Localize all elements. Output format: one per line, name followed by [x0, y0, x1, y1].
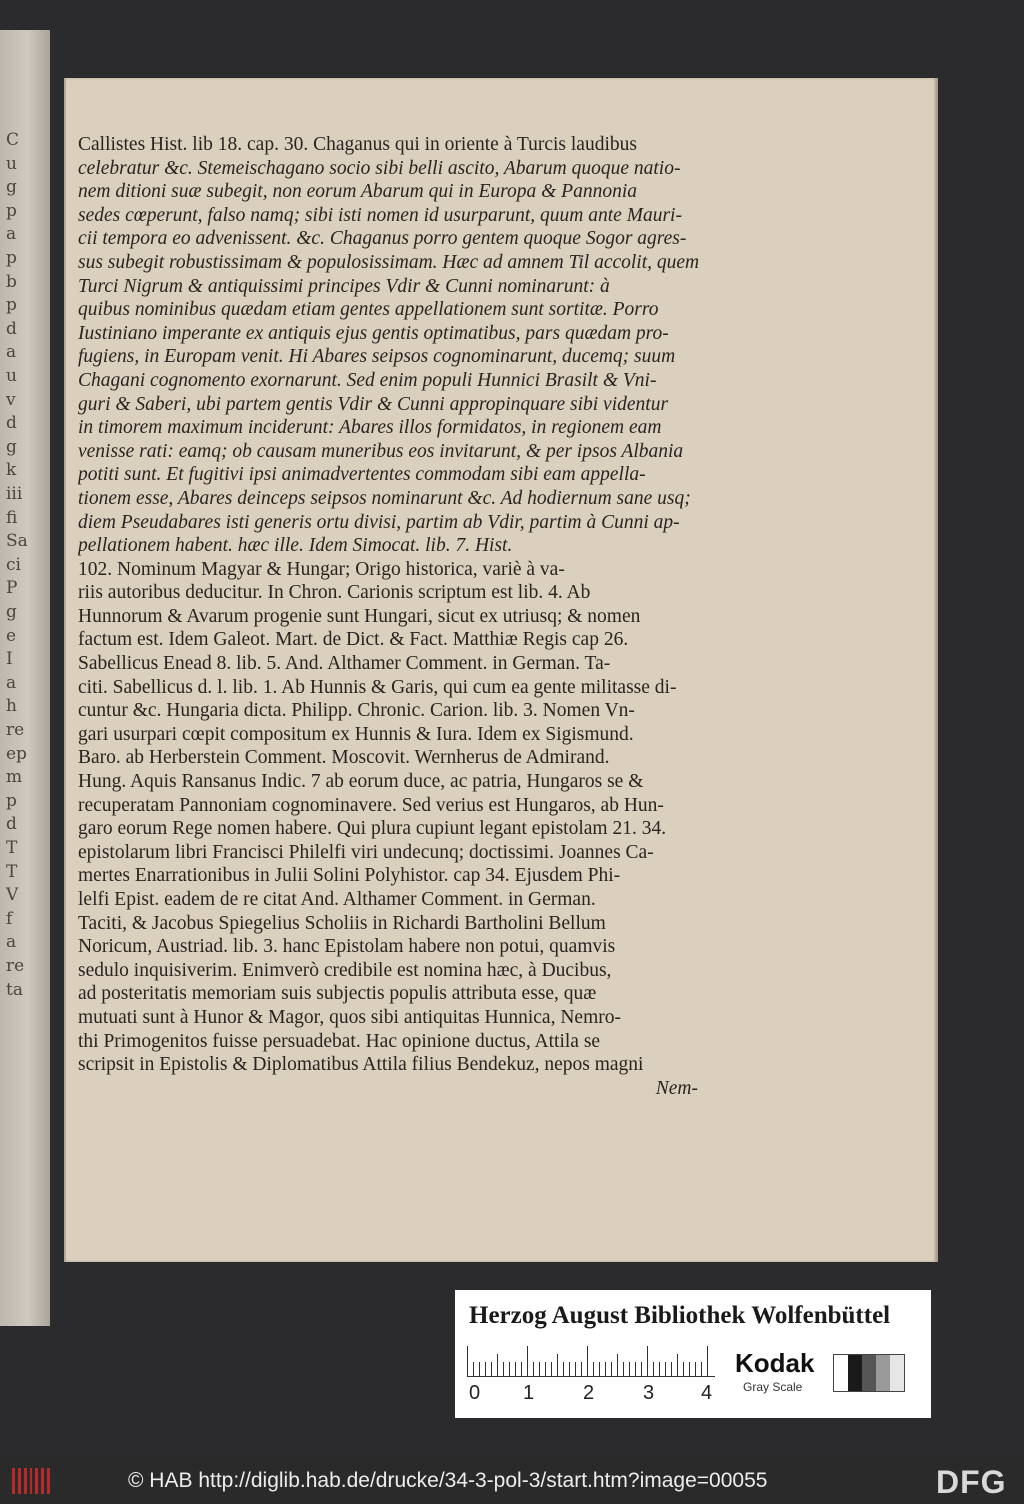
left-page-glyph: a: [6, 224, 17, 245]
dfg-logo: DFG: [936, 1464, 1007, 1500]
left-page-glyph: Sa: [6, 531, 28, 552]
text-line: tionem esse, Abares deinceps seipsos nominarunt &c. Ad hodiernum sane usq;: [78, 487, 691, 509]
ruler-tick: [563, 1362, 564, 1376]
ruler-tick: [575, 1362, 576, 1376]
ruler-tick: [581, 1362, 582, 1376]
kodak-logo: Kodak: [735, 1348, 815, 1378]
left-page-glyph: u: [6, 366, 17, 386]
left-page-edge: [0, 30, 50, 1326]
copyright-link[interactable]: © HAB http://diglib.hab.de/drucke/34-3-pol-3/start.htm?image=00055: [128, 1469, 768, 1492]
text-line: celebratur &c. Stemeischagano socio sibi belli ascito, Abarum quoque natio-: [78, 157, 681, 179]
text-line: Turci Nigrum & antiquissimi principes Vdir & Cunni nominarunt: à: [78, 275, 610, 297]
left-page-glyph: g: [6, 177, 17, 198]
ruler-tick: [503, 1362, 504, 1376]
left-page-glyph: T: [6, 861, 18, 882]
ruler-tick: [521, 1362, 522, 1376]
swatch-white: [834, 1355, 848, 1391]
ruler-tick: [551, 1362, 552, 1376]
text-line: Noricum, Austriad. lib. 3. hanc Epistolam habere non potui, quamvis: [78, 936, 616, 958]
left-page-glyph: ci: [6, 554, 21, 575]
text-line: Chagani cognomento exornarunt. Sed enim populi Hunnici Brasilt & Vni-: [78, 369, 657, 391]
ruler-tick: [689, 1362, 690, 1376]
left-page-glyph: re: [6, 720, 25, 740]
ruler-tick: [629, 1362, 630, 1376]
text-line: Baro. ab Herberstein Comment. Moscovit. Wernherus de Admirand.: [78, 747, 610, 769]
left-page-glyph: p: [6, 248, 17, 268]
text-line: potiti sunt. Et fugitivi ipsi animadvertentes commodam sibi eam appella-: [78, 464, 646, 486]
text-line: venisse rati: eamq; ob causam muneribus eos invitarunt, & per ipsos Albania: [78, 440, 684, 462]
color-calibration-card: [449, 1284, 937, 1424]
left-page-glyph: p: [6, 295, 17, 316]
library-name: Herzog August Bibliothek Wolfenbüttel: [469, 1302, 891, 1329]
ruler-tick: [587, 1346, 588, 1376]
gray-scale-label: Gray Scale: [743, 1380, 803, 1394]
text-line: fugiens, in Europam venit. Hi Abares seipsos cognominarunt, ducemq; suum: [78, 346, 676, 368]
ruler-tick: [653, 1362, 654, 1376]
ruler-tick: [677, 1354, 678, 1376]
text-line: epistolarum libri Francisci Philelfi viri undecunq; doctissimi. Joannes Ca-: [78, 841, 654, 863]
left-page-glyph: u: [6, 153, 17, 174]
left-page-glyph: a: [6, 932, 17, 953]
ruler-tick: [701, 1362, 702, 1376]
text-line: recuperatam Pannoniam cognominavere. Sed verius est Hungaros, ab Hun-: [78, 794, 664, 816]
ruler-tick: [545, 1362, 546, 1376]
text-line: Callistes Hist. lib 18. cap. 30. Chaganus qui in oriente à Turcis laudibus: [78, 134, 637, 155]
text-line: garo eorum Rege nomen habere. Qui plura cupiunt legant epistolam 21. 34.: [78, 818, 667, 840]
text-line: ad posteritatis memoriam suis subjectis populis attributa esse, quæ: [78, 983, 597, 1005]
ruler-tick: [467, 1346, 468, 1376]
ruler-tick: [491, 1362, 492, 1376]
text-line: sedes cœperunt, falso namq; sibi isti nomen id usurparunt, quum ante Mauri-: [78, 204, 682, 226]
ruler-tick: [617, 1354, 618, 1376]
ruler-tick: [539, 1362, 540, 1376]
text-line: factum est. Idem Galeot. Mart. de Dict. & Fact. Matthiæ Regis cap 26.: [78, 629, 629, 651]
ruler-tick: [515, 1362, 516, 1376]
text-line: mutuati sunt à Hunor & Magor, quos sibi antiquitas Hunnica, Nemro-: [78, 1006, 621, 1028]
page-text: [78, 133, 718, 1100]
left-page-glyph: d: [6, 318, 17, 339]
ruler-number: 4: [701, 1382, 713, 1404]
text-line: gari usurpari cœpit compositum ex Hunnis & Iura. Idem ex Sigismund.: [78, 723, 634, 745]
ruler-tick: [665, 1362, 666, 1376]
text-line: citi. Sabellicus d. l. lib. 1. Ab Hunnis & Garis, qui cum ea gente militasse di-: [78, 676, 677, 698]
left-page-glyph: ep: [6, 743, 27, 764]
ruler-tick: [473, 1362, 474, 1376]
text-line: thi Primogenitos fuisse persuadebat. Hac opinione ductus, Attila se: [78, 1030, 601, 1052]
ruler-tick: [647, 1346, 648, 1376]
ruler-tick: [659, 1362, 660, 1376]
left-page-glyph: T: [6, 838, 18, 858]
catchword: Nem-: [655, 1077, 698, 1099]
ruler-tick: [611, 1362, 612, 1376]
left-page-glyph: f: [6, 908, 13, 929]
footer-bar: [0, 1456, 1024, 1504]
left-page-glyph: h: [6, 696, 17, 717]
text-line: scripsit in Epistolis & Diplomatibus Attila filius Bendekuz, nepos magni: [78, 1054, 644, 1076]
swatch-gray: [876, 1355, 890, 1391]
left-page-glyph: b: [6, 271, 17, 292]
ruler-tick: [485, 1362, 486, 1376]
ruler-tick: [509, 1362, 510, 1376]
left-page-glyph: v: [6, 389, 16, 410]
left-page-glyph: fi: [6, 507, 18, 528]
ruler-tick: [707, 1346, 708, 1376]
ruler-number: 1: [523, 1382, 535, 1404]
text-line: cuntur &c. Hungaria dicta. Philipp. Chronic. Carion. lib. 3. Nomen Vn-: [78, 700, 635, 722]
left-page-glyph: d: [6, 413, 17, 434]
ruler-tick: [479, 1362, 480, 1376]
swatch-black: [848, 1355, 862, 1391]
ruler-tick: [527, 1346, 528, 1376]
text-line: diem Pseudabares isti generis ortu divisi, partim ab Vdir, partim à Cunni ap-: [78, 511, 680, 533]
text-line: Hung. Aquis Ransanus Indic. 7 ab eorum duce, ac patria, Hungaros se &: [78, 771, 644, 793]
left-page-glyph: p: [6, 200, 17, 221]
left-page-glyph: e: [6, 625, 17, 646]
text-line: cii tempora eo advenissent. &c. Chaganus porro gentem quoque Sogor agres-: [78, 228, 687, 250]
ruler-tick: [569, 1362, 570, 1376]
text-line: quibus nominibus quædam etiam gentes appellationem sunt sortitæ. Porro: [78, 299, 659, 321]
text-line: Hunnorum & Avarum progenie sunt Hungari, sicut ex utriusq; & nomen: [78, 605, 641, 627]
left-page-glyph: C: [6, 130, 20, 150]
left-page-glyph: k: [6, 460, 17, 481]
text-line: riis autoribus deducitur. In Chron. Carionis scriptum est lib. 4. Ab: [78, 582, 591, 604]
left-page-glyph: V: [6, 885, 19, 906]
ruler-tick: [671, 1362, 672, 1376]
ruler-tick: [623, 1362, 624, 1376]
text-line: mertes Enarrationibus in Julii Solini Polyhistor. cap 34. Ejusdem Phi-: [78, 865, 621, 887]
swatch-light-gray: [890, 1355, 904, 1391]
left-page-glyph: a: [6, 672, 17, 693]
left-page-glyph: d: [6, 814, 17, 835]
ruler-tick: [695, 1362, 696, 1376]
text-line: in timorem maximum inciderunt: Abares illos formidatos, in regionem eam: [78, 417, 662, 439]
left-page-glyph: iii: [6, 484, 23, 504]
ruler-scale: [467, 1346, 715, 1377]
swatch-dark-gray: [862, 1355, 876, 1391]
left-page-glyph: I: [6, 649, 13, 670]
text-line: lelfi Epist. eadem de re citat And. Althamer Comment. in German.: [78, 889, 596, 910]
text-line: Taciti, & Jacobus Spiegelius Scholiis in Richardi Bartholini Bellum: [78, 912, 606, 934]
text-line: Sabellicus Enead 8. lib. 5. And. Althamer Comment. in German. Ta-: [78, 653, 611, 675]
ruler-tick: [605, 1362, 606, 1376]
text-line: Iustiniano imperante ex antiquis ejus gentis optimatibus, pars quædam pro-: [78, 322, 669, 344]
ruler-number: 0: [469, 1382, 481, 1404]
ruler-tick: [497, 1354, 498, 1376]
text-line: 102. Nominum Magyar & Hungar; Origo historica, variè à va-: [78, 558, 565, 580]
ruler-number: 3: [643, 1382, 655, 1404]
text-line: pellationem habent. hæc ille. Idem Simocat. lib. 7. Hist.: [78, 535, 513, 557]
ruler-tick: [635, 1362, 636, 1376]
text-line: guri & Saberi, ubi partem gentis Vdir & Cunni appropinquare sibi videntur: [78, 393, 669, 415]
ruler-tick: [593, 1362, 594, 1376]
ruler-tick: [599, 1362, 600, 1376]
text-line: nem ditioni suæ subegit, non eorum Abarum qui in Europa & Pannonia: [78, 181, 637, 203]
ruler-number: 2: [583, 1382, 595, 1404]
ruler-tick: [557, 1354, 558, 1376]
left-page-glyph: a: [6, 342, 17, 363]
gray-swatches: [833, 1354, 905, 1392]
text-line: sus subegit robustissimam & populosissimam. Hæc ad amnem Til accolit, quem: [78, 251, 700, 273]
left-page-glyph: P: [6, 578, 18, 599]
ruler-tick: [533, 1362, 534, 1376]
left-page-glyph: g: [6, 436, 17, 457]
text-line: sedulo inquisiverim. Enimverò credibile est nomina hæc, à Ducibus,: [78, 959, 612, 981]
left-page-glyph: ta: [6, 979, 23, 1000]
left-page-glyph: m: [6, 767, 23, 788]
book-page: [64, 78, 938, 1262]
left-page-glyph: g: [6, 602, 17, 622]
ruler-tick: [641, 1362, 642, 1376]
hab-barcode-icon: [12, 1468, 50, 1494]
left-page-glyph: re: [6, 956, 25, 976]
left-page-glyph: p: [6, 790, 17, 811]
ruler-tick: [683, 1362, 684, 1376]
